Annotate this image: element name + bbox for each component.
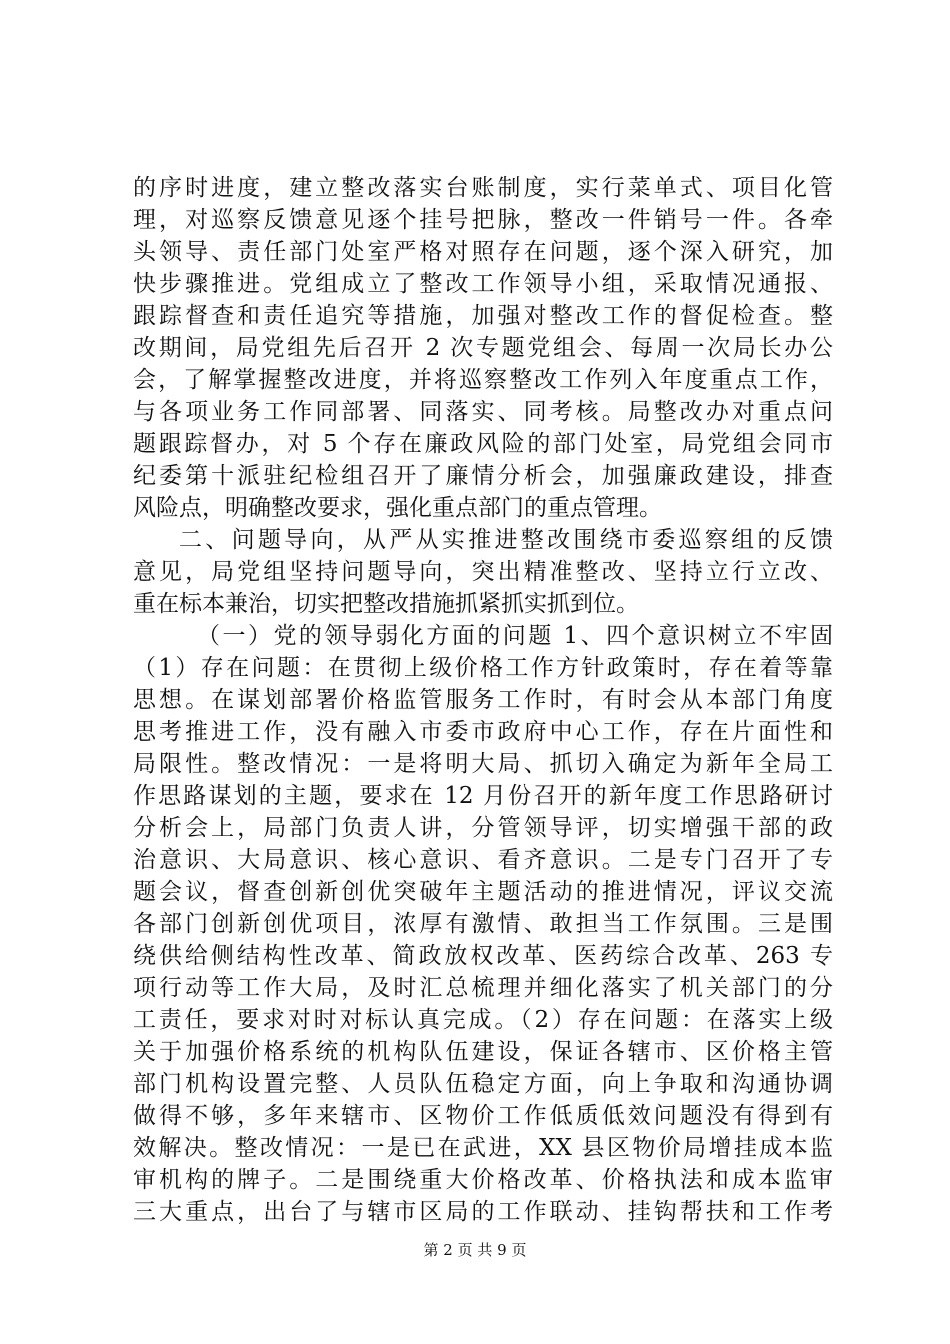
text-line: 绕供给侧结构性改革、简政放权改革、医药综合改革、263 专: [133, 943, 833, 969]
text-line: 三大重点，出台了与辖市区局的工作联动、挂钩帮扶和工作考: [133, 1199, 833, 1225]
text-line: 跟踪督查和责任追究等措施，加强对整改工作的督促检查。整: [133, 303, 833, 329]
text-line: 头领导、责任部门处室严格对照存在问题，逐个深入研究，加: [133, 239, 833, 265]
text-line: 审机构的牌子。二是围绕重大价格改革、价格执法和成本监审: [133, 1167, 833, 1193]
text-line: 改期间，局党组先后召开 2 次专题党组会、每周一次局长办公: [133, 335, 833, 361]
text-line: 重在标本兼治，切实把整改措施抓紧抓实抓到位。: [133, 591, 639, 617]
text-line: 意见，局党组坚持问题导向，突出精准整改、坚持立行立改、: [133, 559, 833, 585]
text-line: 工责任，要求对时对标认真完成。（2）存在问题：在落实上级: [133, 1007, 833, 1033]
text-line: 的序时进度，建立整改落实台账制度，实行菜单式、项目化管: [133, 175, 833, 201]
text-line: 思考推进工作，没有融入市委市政府中心工作，存在片面性和: [133, 719, 833, 745]
text-line: 项行动等工作大局，及时汇总梳理并细化落实了机关部门的分: [133, 975, 833, 1001]
text-line: 各部门创新创优项目，浓厚有激情、敢担当工作氛围。三是围: [133, 911, 833, 937]
text-line: 题跟踪督办，对 5 个存在廉政风险的部门处室，局党组会同市: [133, 431, 833, 457]
text-line: 部门机构设置完整、人员队伍稳定方面，向上争取和沟通协调: [133, 1071, 833, 1097]
document-body: [133, 172, 833, 1228]
text-line: 纪委第十派驻纪检组召开了廉情分析会，加强廉政建设，排查: [133, 463, 833, 489]
text-line: 思想。在谋划部署价格监管服务工作时，有时会从本部门角度: [133, 687, 833, 713]
subsection-heading-line: （一）党的领导弱化方面的问题 1、四个意识树立不牢固: [197, 623, 833, 649]
page-number-footer: 第 2 页 共 9 页: [423, 1241, 527, 1259]
text-line: 会，了解掌握整改进度，并将巡察整改工作列入年度重点工作，: [133, 367, 833, 393]
text-line: 快步骤推进。党组成立了整改工作领导小组，采取情况通报、: [133, 271, 833, 297]
text-line: 局限性。整改情况：一是将明大局、抓切入确定为新年全局工: [133, 751, 833, 777]
text-line: 关于加强价格系统的机构队伍建设，保证各辖市、区价格主管: [133, 1039, 833, 1065]
section-heading-line: 二、问题导向，从严从实推进整改围绕市委巡察组的反馈: [179, 527, 833, 553]
text-line: 题会议，督查创新创优突破年主题活动的推进情况，评议交流: [133, 879, 833, 905]
text-line: 作思路谋划的主题，要求在 12 月份召开的新年度工作思路研讨: [133, 783, 833, 809]
text-line: 与各项业务工作同部署、同落实、同考核。局整改办对重点问: [133, 399, 833, 425]
text-line: 分析会上，局部门负责人讲，分管领导评，切实增强干部的政: [133, 815, 833, 841]
text-line: 做得不够，多年来辖市、区物价工作低质低效问题没有得到有: [133, 1103, 833, 1129]
text-line: 治意识、大局意识、核心意识、看齐意识。二是专门召开了专: [133, 847, 833, 873]
text-line: 理，对巡察反馈意见逐个挂号把脉，整改一件销号一件。各牵: [133, 207, 833, 233]
text-line: 效解决。整改情况：一是已在武进，XX 县区物价局增挂成本监: [133, 1135, 833, 1161]
text-line: （1）存在问题：在贯彻上级价格工作方针政策时，存在着等靠: [133, 655, 833, 681]
text-line: 风险点，明确整改要求，强化重点部门的重点管理。: [133, 495, 662, 521]
